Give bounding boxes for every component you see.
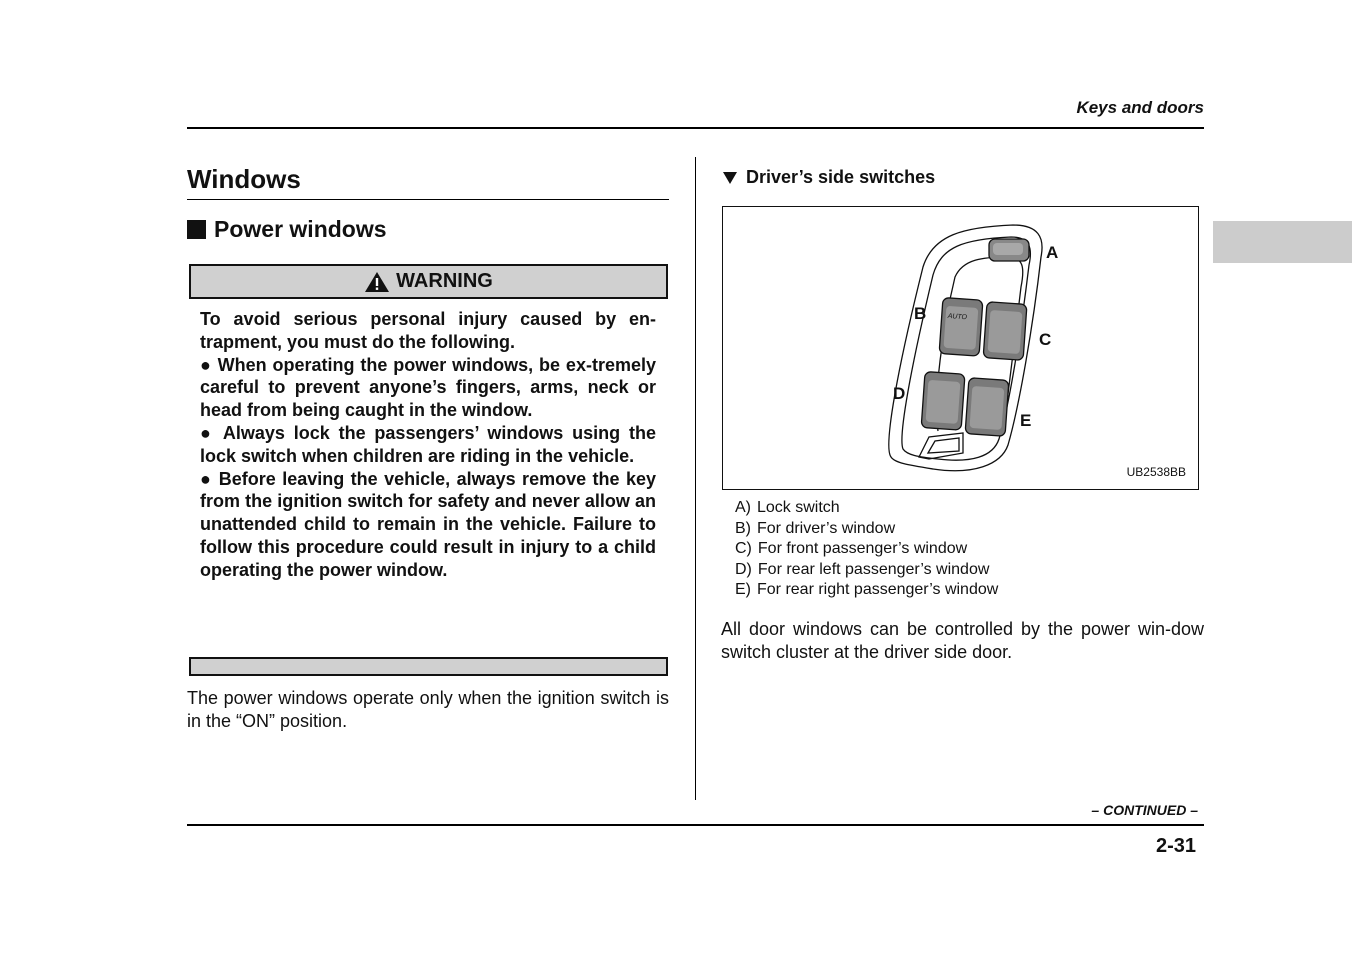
- auto-label: AUTO: [947, 312, 968, 322]
- figure-legend: [735, 498, 998, 601]
- right-body-text: All door windows can be controlled by the power win-dow switch cluster at the driver side door.: [721, 619, 1204, 662]
- header-section-title: Keys and doors: [1076, 98, 1204, 117]
- page-number: 2-31: [1155, 835, 1196, 857]
- left-body-text: The power windows operate only when the ignition switch is in the “ON” position.: [187, 688, 669, 731]
- footer-rule: [187, 824, 1204, 826]
- legend-item: D) For rear left passenger’s window: [735, 560, 990, 578]
- warning-header: [189, 264, 668, 299]
- column-divider: [695, 157, 696, 800]
- subsection-heading: [187, 216, 387, 243]
- callout-e: E: [1020, 411, 1032, 430]
- header-rule: [187, 127, 1204, 129]
- callout-b: B: [914, 304, 927, 323]
- figure-heading-text: Driver’s side switches: [746, 167, 936, 187]
- warning-footer-bar: [189, 657, 668, 676]
- thumb-tab: [1213, 221, 1352, 263]
- figure-code: UB2538BB: [1126, 465, 1186, 479]
- legend-item: C) For front passenger’s window: [735, 540, 968, 557]
- callout-d: D: [893, 384, 906, 403]
- callout-a: A: [1046, 243, 1059, 262]
- triangle-down-icon: [722, 171, 738, 185]
- warning-bullet: ● Before leaving the vehicle, always remove the key from the ignition switch for safety and never allow an unattended child to remain in the vehicle. Failure to follow this procedure could result in injury to a child operating the power window.: [200, 468, 657, 580]
- continued-label: – CONTINUED –: [1091, 802, 1198, 818]
- warning-intro: To avoid serious personal injury caused by en-trapment, you must do the following.: [200, 309, 656, 352]
- switch-figure: [722, 206, 1199, 490]
- legend-item: A) Lock switch: [735, 499, 840, 516]
- subsection-title: Power windows: [214, 216, 387, 242]
- warning-triangle-icon: [364, 271, 390, 293]
- warning-label: WARNING: [396, 270, 493, 292]
- legend-item: B) For driver’s window: [735, 519, 896, 537]
- legend-item: E) For rear right passenger’s window: [735, 581, 999, 598]
- section-title: Windows: [187, 164, 301, 194]
- section-underline: [187, 199, 669, 200]
- square-bullet-icon: [187, 220, 206, 239]
- warning-bullet: ● Always lock the passengers’ windows using the lock switch when children are riding in the vehicle.: [200, 422, 656, 466]
- callout-c: C: [1039, 330, 1052, 349]
- figure-heading: [722, 167, 935, 188]
- warning-body: [200, 308, 656, 582]
- warning-bullet: ● When operating the power windows, be ex-tremely careful to prevent anyone’s fingers, arms, neck or head from being caught in the window.: [200, 354, 656, 421]
- window-switch-illustration: [723, 207, 1198, 489]
